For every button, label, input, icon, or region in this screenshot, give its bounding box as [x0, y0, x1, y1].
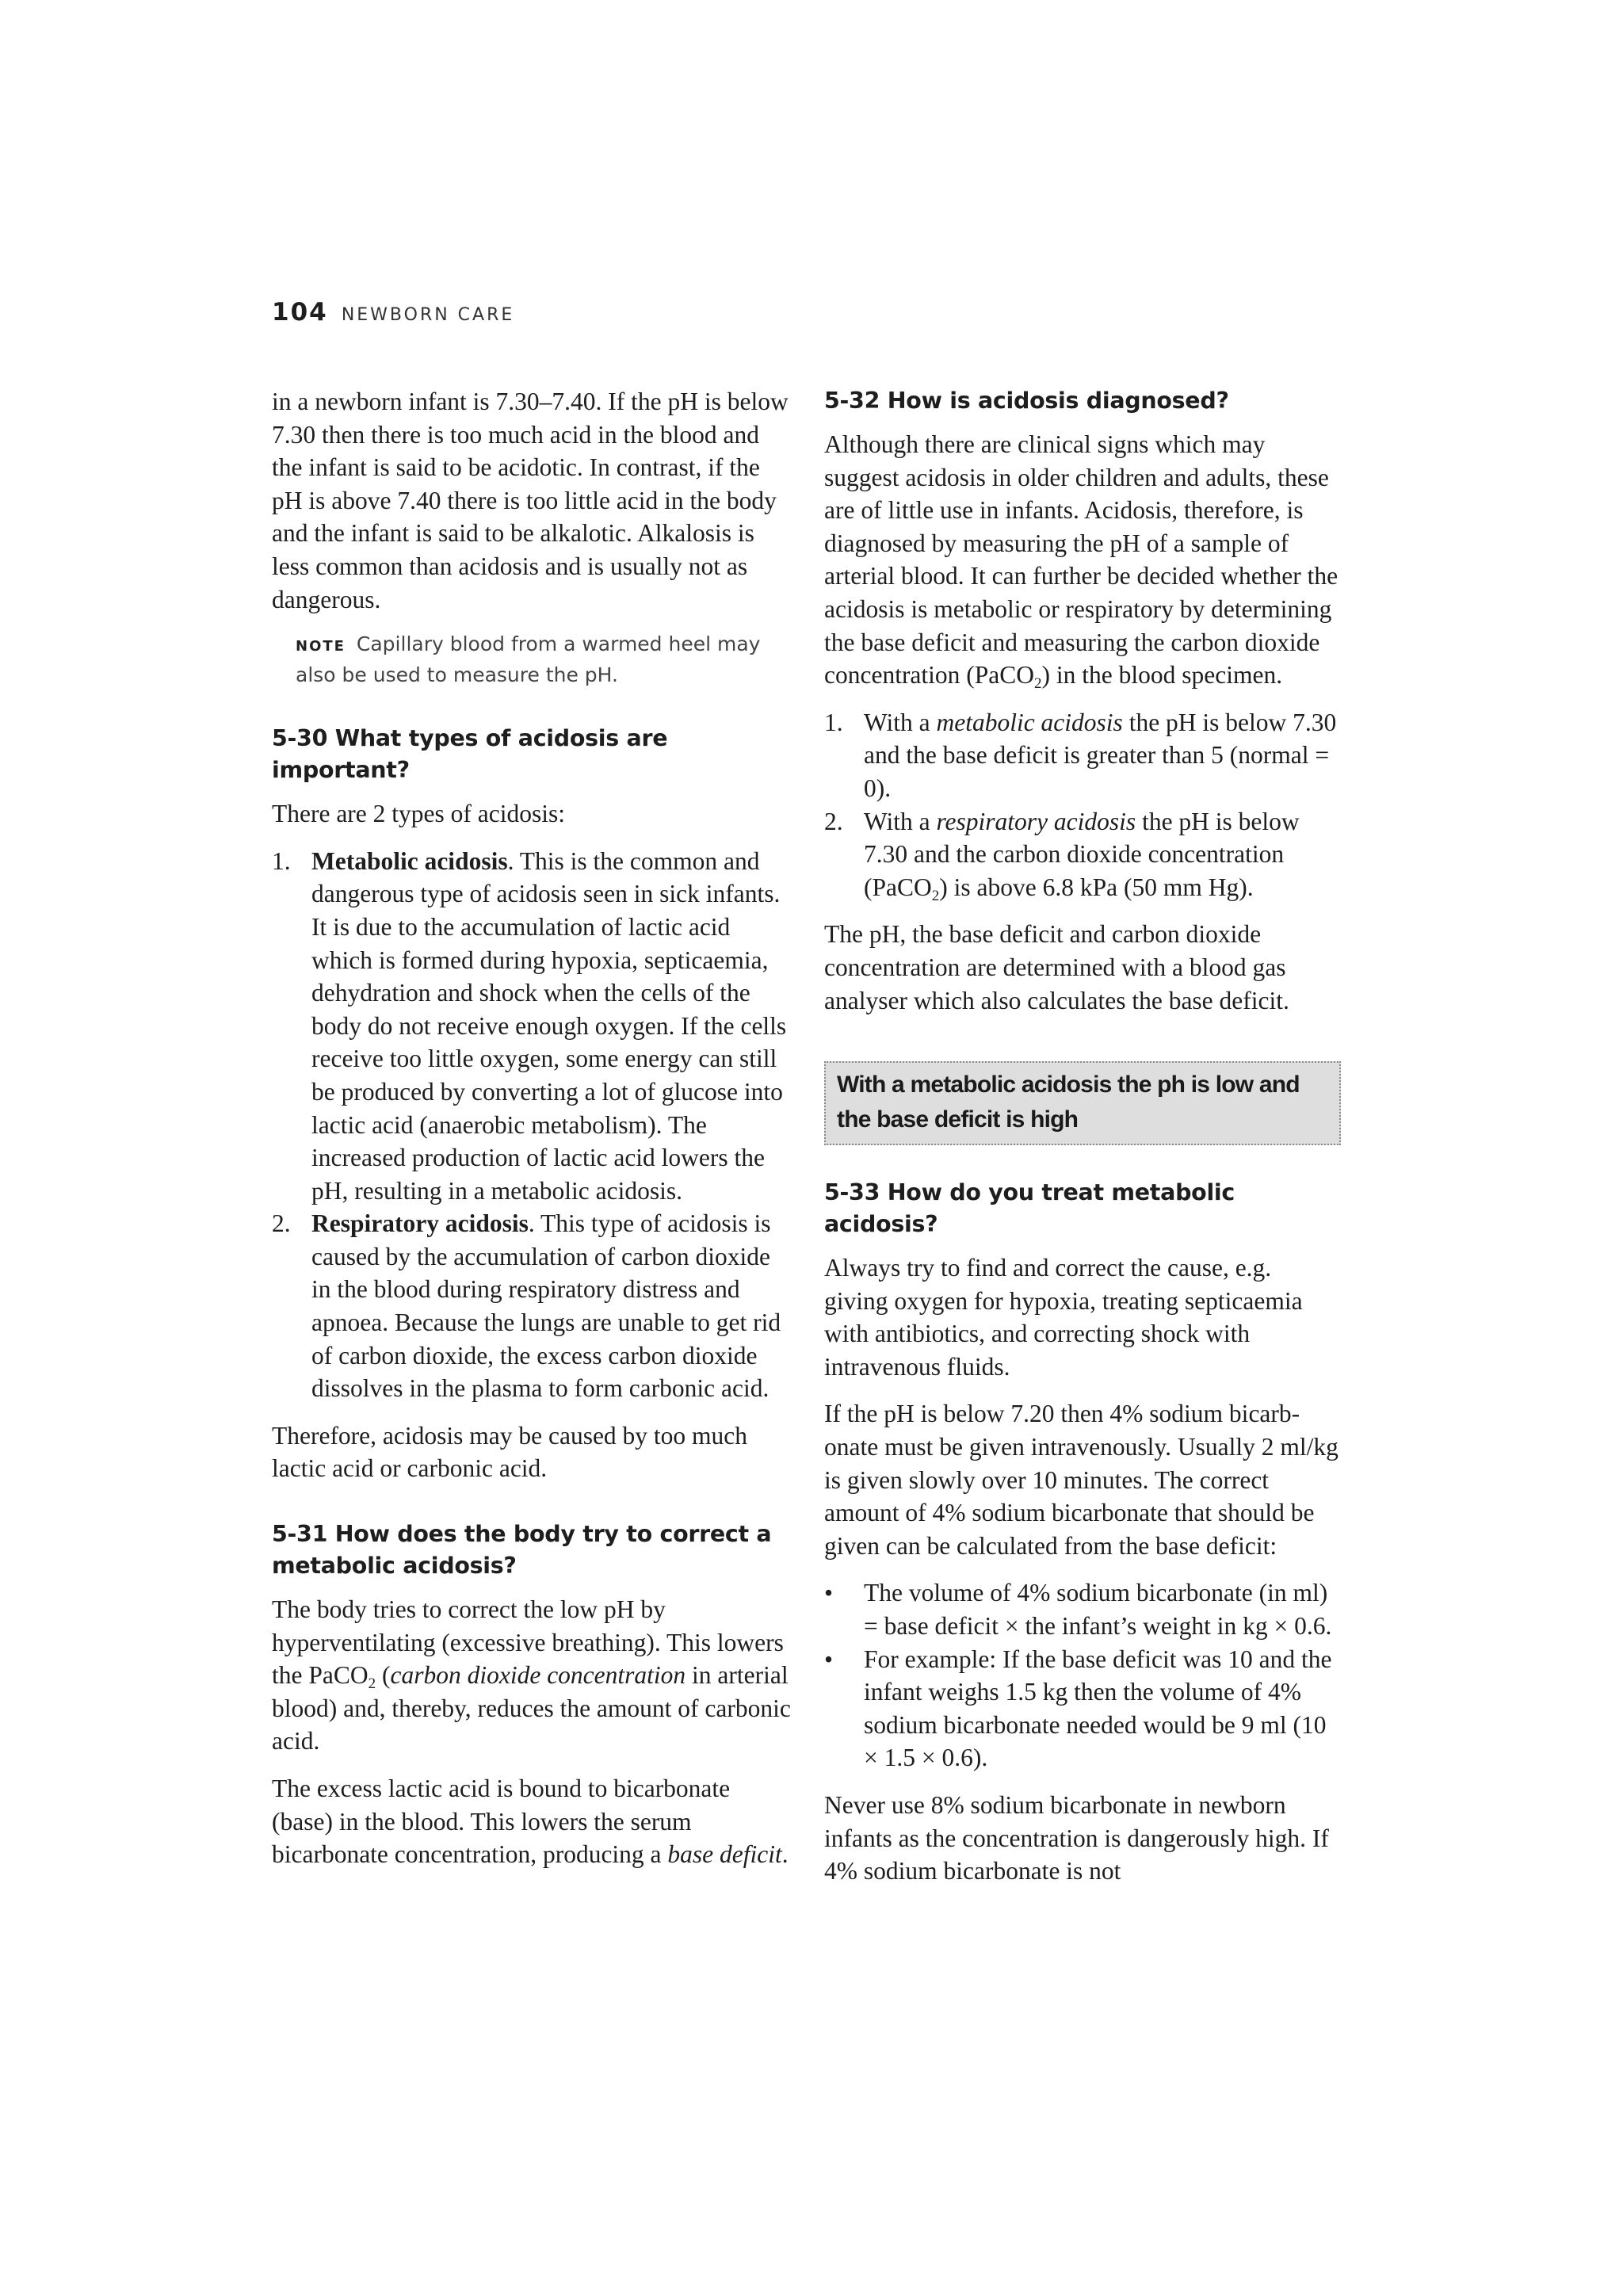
list-item	[824, 805, 1341, 904]
text-run: Although there are clinical signs which may suggest acidosis in older children and adults, these are of little use in infants. Acidosis, therefore, is diagnosed by measuring the pH of a sample of arterial blood. It can further be decided whether the acidosis is metabolic or respiratory by determining the base deficit and measuring the carbon dioxide concentration (PaCO	[824, 430, 1338, 690]
paragraph	[272, 1772, 791, 1871]
paragraph: If the pH is below 7.20 then 4% sodium bicarb-onate must be given intravenously. Usually 2 ml/kg is given slowly over 10 minutes. The correct amount of 4% sodium bicarbonate that should be given can be calculated from the base deficit:	[824, 1400, 1338, 1560]
bullet-marker: •	[824, 1645, 834, 1673]
subscript: 2	[368, 1675, 376, 1693]
list-item	[824, 1576, 1341, 1642]
page-number: 104	[272, 298, 328, 327]
text-run: With a	[864, 807, 937, 835]
note	[296, 630, 791, 690]
emphasis: base deficit	[667, 1840, 782, 1869]
text-run: the pH is below 7.30 and the base deficit is greater than 5 (normal = 0).	[864, 708, 1337, 802]
key-point-callout: With a metabolic acidosis the ph is low and the base deficit is high	[824, 1061, 1341, 1145]
paragraph: The pH, the base deficit and carbon dioxide concentration are determined with a blood gas analyser which also calculates the base deficit.	[824, 920, 1289, 1014]
text-run: The body tries to correct the low pH by hyperventilating (excessive breathing). This lowers the PaCO	[272, 1595, 784, 1690]
text-run: the pH is below 7.30 and the carbon dioxide concentration (PaCO	[864, 807, 1300, 901]
text-run: ) in the blood specimen.	[1041, 661, 1283, 690]
subscript: 2	[931, 887, 940, 904]
section-heading-5-31: 5-31 How does the body try to correct a metabolic acidosis?	[272, 1521, 772, 1580]
text-run: .	[781, 1840, 789, 1869]
text-run: The excess lactic acid is bound to bicarbonate (base) in the blood. This lowers the serum bicarbonate concentration, producing a	[272, 1775, 731, 1869]
paragraph: Therefore, acidosis may be caused by too much lactic acid or carbonic acid.	[272, 1421, 748, 1483]
list-marker: 1.	[272, 846, 291, 875]
list-marker: 2.	[824, 807, 843, 835]
right-column	[824, 385, 1341, 1902]
text-run: With a	[864, 708, 937, 736]
acidosis-types-list	[272, 845, 791, 1405]
list-item	[272, 845, 791, 1208]
list-marker: 2.	[272, 1209, 291, 1238]
bullet-marker: •	[824, 1579, 834, 1607]
section-heading-5-32: 5-32 How is acidosis diagnosed?	[824, 388, 1229, 414]
note-label: NOTE	[296, 638, 346, 655]
list-term: Metabolic acidosis	[311, 846, 508, 875]
diagnosis-list	[824, 706, 1341, 904]
list-text: . This is the common and dangerous type of acidosis seen in sick infants. It is due to the accumulation of lactic acid which is formed during hypoxia, septicaemia, dehydration and shock when the cells of the body do not receive enough oxygen. If the cells receive too little oxygen, some energy can still be produced by converting a lot of glucose into lactic acid (anaerobic metabolism). The increased production of lactic acid lowers the pH, resulting in a metabolic acidosis.	[311, 846, 787, 1205]
section-heading-5-33: 5-33 How do you treat metabolic acidosis?	[824, 1179, 1235, 1238]
paragraph: There are 2 types of acidosis:	[272, 800, 565, 828]
running-header	[272, 298, 514, 327]
paragraph: in a newborn infant is 7.30–7.40. If the pH is below 7.30 then there is too much acid in the blood and the infant is said to be acidotic. In contrast, if the pH is above 7.40 there is too little acid in the body and the infant is said to be alkalotic. Alkalosis is less common than acidosis and is usually not as dangerous.	[272, 388, 789, 613]
text-run: (	[376, 1661, 391, 1690]
emphasis: respiratory acidosis	[936, 807, 1136, 835]
running-title: NEWBORN CARE	[341, 305, 515, 325]
dosage-bullets	[824, 1576, 1341, 1775]
paragraph: Always try to find and correct the cause, e.g. giving oxygen for hypoxia, treating septicaemia with antibiotics, and correcting shock with intravenous fluids.	[824, 1254, 1303, 1381]
list-text: The volume of 4% sodium bicarbonate (in ml) = base deficit × the infant’s weight in kg × 0.6.	[864, 1579, 1332, 1641]
list-marker: 1.	[824, 708, 843, 736]
note-text: Capillary blood from a warmed heel may also be used to measure the pH.	[296, 632, 761, 687]
emphasis: metabolic acidosis	[936, 708, 1123, 736]
left-column	[272, 385, 791, 1885]
section-heading-5-30: 5-30 What types of acidosis are important?	[272, 725, 668, 784]
list-term: Respiratory acidosis	[311, 1209, 529, 1238]
emphasis: carbon dioxide concentration	[390, 1661, 686, 1690]
list-item	[272, 1207, 791, 1405]
text-run: ) is above 6.8 kPa (50 mm Hg).	[939, 873, 1254, 901]
list-item	[824, 706, 1341, 805]
list-text: . This type of acidosis is caused by the accumulation of carbon dioxide in the blood during respiratory distress and apnoea. Because the lungs are unable to get rid of carbon dioxide, the excess carbon dioxide dissolves in the plasma to form carbonic acid.	[311, 1209, 781, 1403]
list-item	[824, 1643, 1341, 1775]
paragraph	[272, 1593, 791, 1758]
text-run: in arterial blood) and, thereby, reduces the amount of carbonic acid.	[272, 1661, 791, 1755]
subscript: 2	[1034, 675, 1042, 693]
paragraph: Never use 8% sodium bicarbonate in newborn infants as the concentration is dangerously high. If 4% sodium bicarbonate is not	[824, 1791, 1329, 1885]
paragraph	[824, 428, 1341, 692]
list-text: For example: If the base deficit was 10 and the infant weighs 1.5 kg then the volume of 4% sodium bicarbonate needed would be 9 ml (10 × 1.5 × 0.6).	[864, 1645, 1332, 1772]
